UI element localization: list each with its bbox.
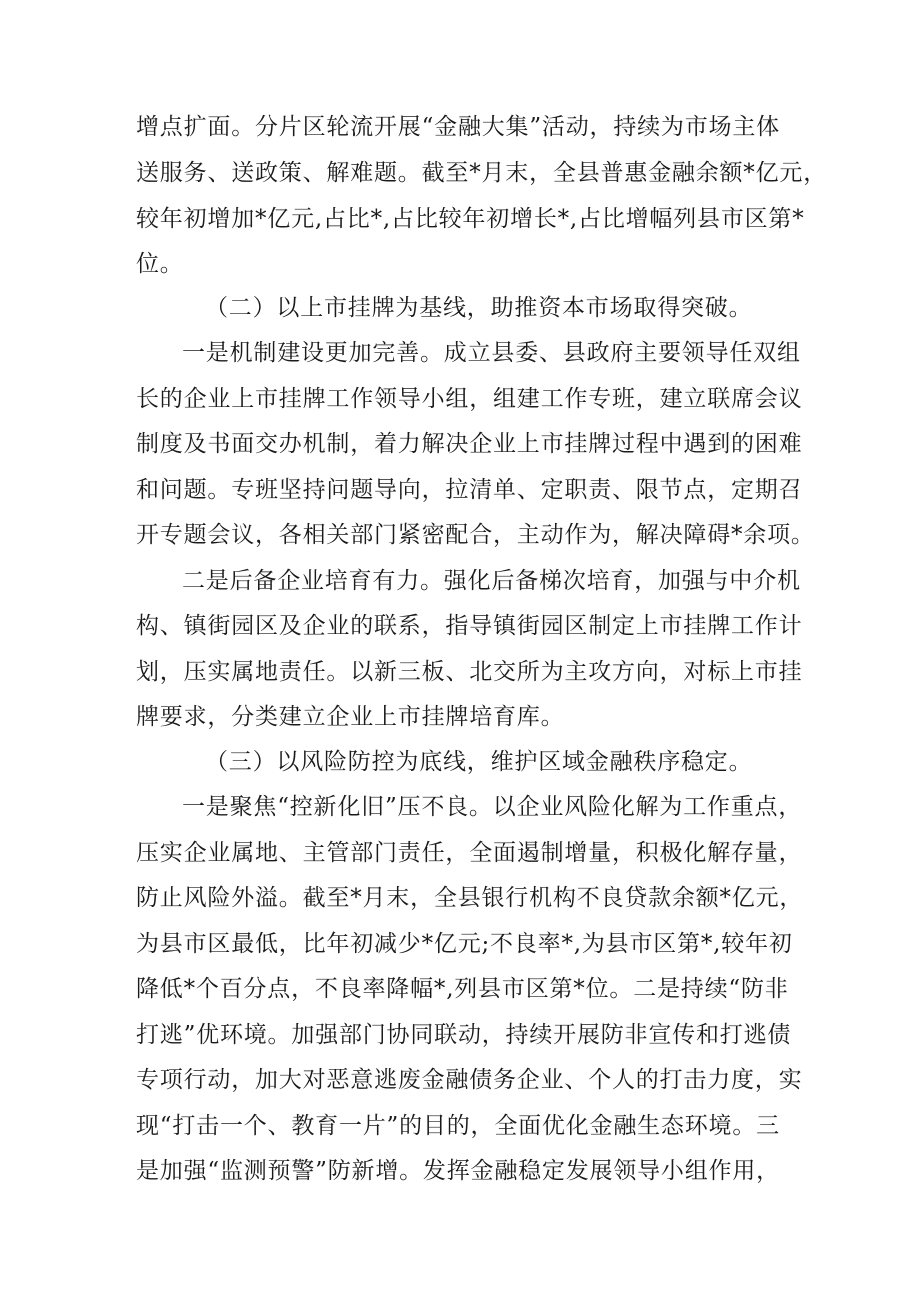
paragraph-line: 位。	[136, 251, 184, 277]
paragraph-line: 和问题。专班坚持问题导向，拉清单、定职责、限节点，定期召	[136, 477, 803, 503]
paragraph-line: 压实企业属地、主管部门责任，全面遏制增量，积极化解存量，	[136, 840, 803, 866]
paragraph-line: 二是后备企业培育有力。强化后备梯次培育，加强与中介机	[182, 568, 801, 594]
paragraph-line: 专项行动，加大对恶意逃废金融债务企业、个人的打击力度，实	[136, 1067, 803, 1093]
section-heading-2: （二）以上市挂牌为基线，助推资本市场取得突破。	[205, 295, 753, 321]
paragraph-line: 划，压实属地责任。以新三板、北交所为主攻方向，对标上市挂	[136, 659, 803, 685]
paragraph-line: 长的企业上市挂牌工作领导小组，组建工作专班，建立联席会议	[136, 386, 803, 412]
paragraph-line: 开专题会议，各相关部门紧密配合，主动作为，解决障碍*余项。	[136, 522, 815, 548]
paragraph-line: 送服务、送政策、解难题。截至*月末，全县普惠金融余额*亿元，	[136, 160, 827, 186]
paragraph-line: 牌要求，分类建立企业上市挂牌培育库。	[136, 704, 565, 730]
paragraph-line: 较年初增加*亿元,占比*,占比较年初增长*,占比增幅列县市区第*	[136, 206, 805, 232]
paragraph-line: 是加强“监测预警”防新增。发挥金融稳定发展领导小组作用，	[136, 1158, 780, 1184]
section-heading-3: （三）以风险防控为底线，维护区域金融秩序稳定。	[205, 749, 753, 775]
paragraph-line: 降低*个百分点，不良率降幅*,列县市区第*位。二是持续“防非	[136, 976, 789, 1002]
paragraph-line: 构、镇街园区及企业的联系，指导镇街园区制定上市挂牌工作计	[136, 613, 803, 639]
paragraph-line: 防止风险外溢。截至*月末，全县银行机构不良贷款余额*亿元，	[136, 885, 804, 911]
paragraph-line: 增点扩面。分片区轮流开展“金融大集”活动，持续为市场主体	[136, 114, 780, 140]
paragraph-line: 现“打击一个、教育一片”的目的，全面优化金融生态环境。三	[136, 1113, 780, 1139]
paragraph-line: 为县市区最低，比年初减少*亿元;不良率*,为县市区第*,较年初	[136, 931, 793, 957]
paragraph-line: 一是聚焦“控新化旧”压不良。以企业风险化解为工作重点，	[182, 794, 803, 820]
paragraph-line: 一是机制建设更加完善。成立县委、县政府主要领导任双组	[182, 340, 801, 366]
paragraph-line: 打逃”优环境。加强部门协同联动，持续开展防非宣传和打逃债	[136, 1022, 792, 1048]
paragraph-line: 制度及书面交办机制，着力解决企业上市挂牌过程中遇到的困难	[136, 431, 803, 457]
